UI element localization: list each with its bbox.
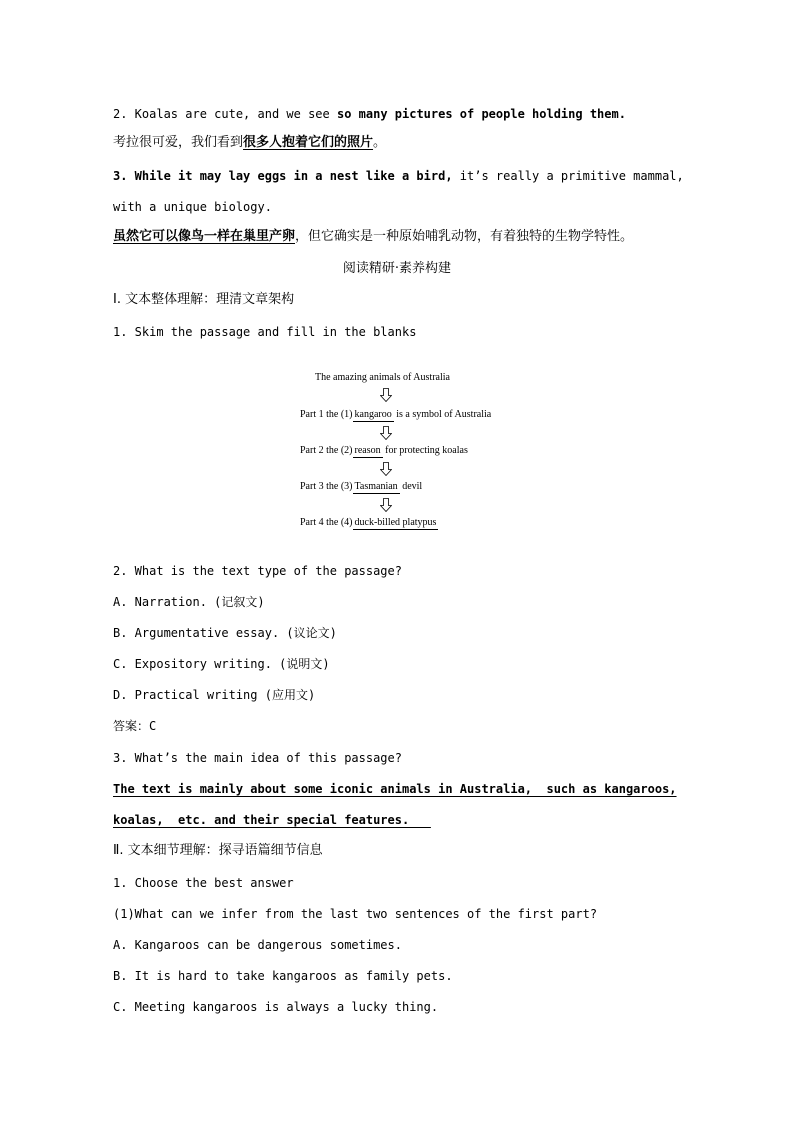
section-title: 阅读精研·素养构建 [342,261,452,276]
line-lay-eggs-cn [113,229,694,245]
text: it’s really a primitive mammal, [452,169,684,183]
text: 2. Koalas are cute, and we see [113,107,337,121]
line-unique-biology: with a unique biology. [113,200,272,214]
option-b: B. It is hard to take kangaroos as family pets. [113,969,453,983]
label: Part 1 the (1) [300,409,353,420]
flow-part3 [300,481,422,494]
option-a: A. Narration. (记叙文) [113,595,265,609]
down-arrow-icon [380,498,392,512]
bold-text: 3. While it may lay eggs in a nest like a bird, [113,169,453,183]
bold-text: so many pictures of people holding them. [336,107,626,121]
option-b: B. Argumentative essay. (议论文) [113,626,337,640]
blank-answer: kangaroo [354,409,392,420]
label: Part 3 the (3) [300,481,353,492]
question-text-type: 2. What is the text type of the passage? [113,564,402,578]
line-koalas-cute [113,106,694,122]
question-main-idea: 3. What’s the main idea of this passage? [113,751,402,765]
answer: 答案：C [113,719,157,733]
line-lay-eggs [113,168,694,184]
flow-part2 [300,445,468,458]
text: 考拉很可爱，我们看到 [113,135,244,150]
flow-title: The amazing animals of Australia [315,372,450,383]
blank-answer: Tasmanian [354,481,398,492]
text: ，但它确实是一种原始哺乳动物，有着独特的生物学特性。 [295,229,634,244]
down-arrow-icon [380,388,392,402]
part1-heading: Ⅰ. 文本整体理解：理清文章架构 [113,292,295,307]
main-idea-answer-line2: koalas, etc. and their special features. [113,813,431,827]
label: Part 2 the (2) [300,445,353,456]
option-c: C. Meeting kangaroos is always a lucky thing. [113,1000,439,1014]
flow-part1 [300,409,491,422]
main-idea-answer-line1: The text is mainly about some iconic animals in Australia, such as kangaroos, [113,782,677,796]
text: 。 [373,135,387,150]
option-a: A. Kangaroos can be dangerous sometimes. [113,938,402,952]
label: Part 4 the (4) [300,517,353,528]
blank-answer: duck-billed platypus [354,517,437,528]
line-koalas-cute-cn [113,135,694,151]
flow-part4 [300,517,438,530]
down-arrow-icon [380,462,392,476]
down-arrow-icon [380,426,392,440]
label: devil [399,481,423,492]
option-d: D. Practical writing (应用文) [113,688,316,702]
label: for protecting koalas [382,445,468,456]
option-c: C. Expository writing. (说明文) [113,657,330,671]
question-skim: 1. Skim the passage and fill in the blanks [113,325,417,339]
blank-answer: reason [354,445,381,456]
question-choose: 1. Choose the best answer [113,876,294,890]
question-infer: (1)What can we infer from the last two sentences of the first part? [113,907,598,921]
bold-underlined-text: 很多人抱着它们的照片 [243,135,374,150]
label: is a symbol of Australia [393,409,492,420]
part2-heading: Ⅱ. 文本细节理解：探寻语篇细节信息 [113,843,323,858]
bold-underlined-text: 虽然它可以像鸟一样在巢里产卵 [113,229,296,244]
